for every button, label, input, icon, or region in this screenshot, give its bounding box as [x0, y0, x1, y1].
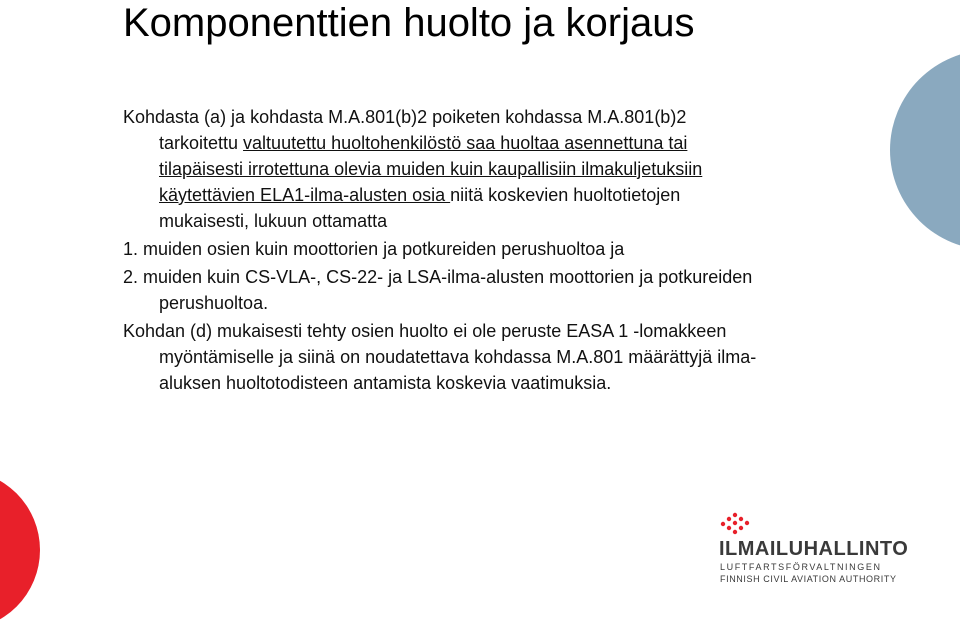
paragraph-2-line-1: Kohdan (d) mukaisesti tehty osien huolto ei ole peruste EASA 1 -lomakkeen — [123, 321, 727, 341]
list-item-1: 1. muiden osien kuin moottorien ja potkureiden perushuoltoa ja — [123, 239, 625, 259]
paragraph-1-line-5: mukaisesti, lukuun ottamatta — [159, 211, 388, 231]
paragraph-2-line-2: myöntämiselle ja siinä on noudatettava kohdassa M.A.801 määrättyjä ilma- — [159, 347, 757, 367]
underlined-text: käytettävien ELA1-ilma-alusten osia — [159, 185, 451, 205]
logo-dots-icon — [719, 508, 759, 540]
slide-title: Komponenttien huolto ja korjaus — [123, 1, 695, 45]
decorative-circle-blue — [890, 50, 960, 250]
paragraph-1-line-2-text: tarkoitettu — [159, 133, 244, 153]
logo-name: ILMAILUHALLINTO — [719, 538, 909, 560]
slide-body — [123, 104, 883, 396]
underlined-text: tilapäisesti irrotettuna olevia muiden kuin kaupallisiin ilmakuljetuksiin — [159, 159, 703, 179]
decorative-circle-red — [0, 470, 40, 630]
list-item-2-line-1: 2. muiden kuin CS-VLA-, CS-22- ja LSA-ilma-alusten moottorien ja potkureiden — [123, 267, 753, 287]
underlined-text: valtuutettu huoltohenkilöstö saa huoltaa asennettuna tai — [243, 133, 688, 153]
paragraph-2-line-3: aluksen huoltotodisteen antamista koskevia vaatimuksia. — [159, 373, 612, 393]
paragraph-1-line-1: Kohdasta (a) ja kohdasta M.A.801(b)2 poiketen kohdassa M.A.801(b)2 — [123, 107, 687, 127]
paragraph-1-line-2 — [123, 130, 883, 156]
logo-subtitle-english: FINNISH CIVIL AVIATION AUTHORITY — [720, 574, 897, 584]
paragraph-1-line-4-text: niitä koskevien huoltotietojen — [450, 185, 681, 205]
paragraph-1-line-4 — [123, 182, 883, 208]
paragraph-1-line-3 — [123, 156, 883, 182]
logo-subtitle-swedish: LUFTFARTSFÖRVALTNINGEN — [720, 562, 882, 572]
list-item-2-line-2: perushuoltoa. — [159, 293, 269, 313]
agency-logo — [719, 508, 909, 586]
